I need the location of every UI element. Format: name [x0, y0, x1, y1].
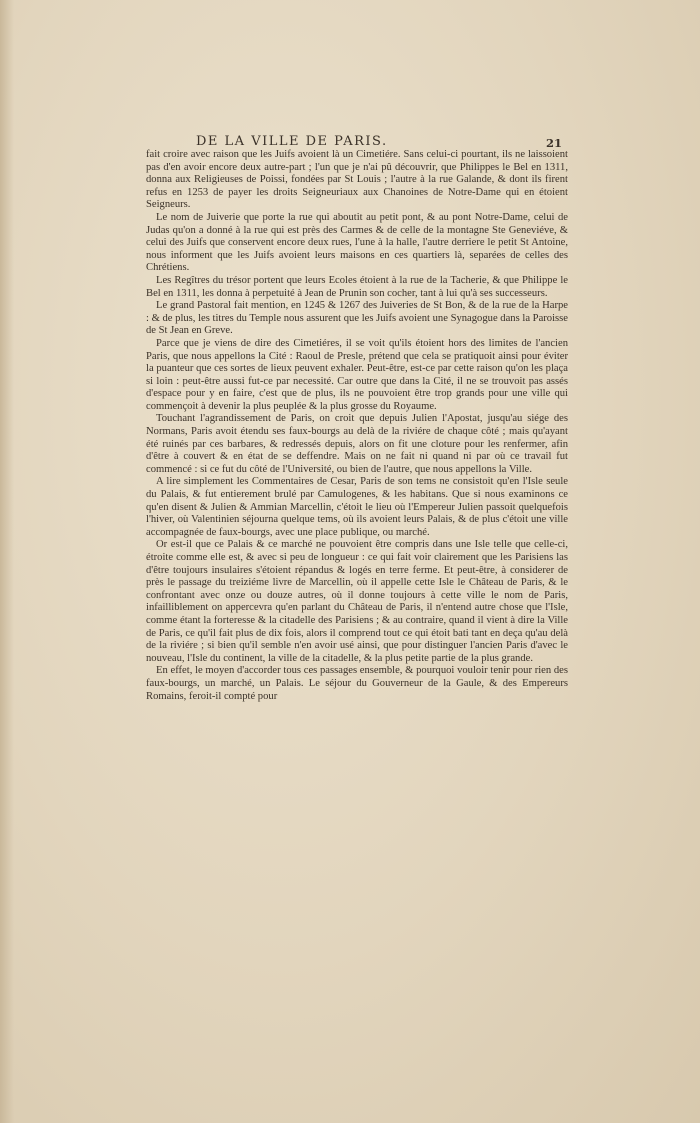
paragraph: En effet, le moyen d'accorder tous ces passages ensemble, & pourquoi vouloir tenir pour rien des faux-bourgs, un marché, un Palais. Le séjour du Gouverneur de la Gaule, & des Empereurs Romains, feroit-il compté pour [146, 665, 568, 702]
paragraph: Or est-il que ce Palais & ce marché ne pouvoient être compris dans une Isle telle que celle-ci, étroite comme elle est, & avec si peu de longueur : ce qui fait voir clairement que les Parisiens las d'être toujours insulaires s'étoient répandus & logés en terre ferme. Et peut-être, à considerer de près le passage du treiziéme livre de Marcellin, où il appelle cette Isle le Château de Paris, & le confrontant avec onze ou douze autres, où il donne toujours à cette ville le nom de Paris, infailliblement on appercevra qu'en parlant du Château de Paris, il n'entend autre chose que l'Isle, comme étant la forteresse & la citadelle des Parisiens ; & au contraire, quand il vient à dire la Ville de Paris, ce qu'il fait plus de dix fois, alors il comprend tout ce qui étoit bati tant en deça qu'au delà de la riviére ; si bien qu'il semble n'en avoir usé ainsi, que pour distinguer l'ancien Paris d'avec le nouveau, l'Isle du continent, la ville de la citadelle, & la plus petite partie de la plus grande. [146, 539, 568, 664]
paragraph: A lire simplement les Commentaires de Cesar, Paris de son tems ne consistoit qu'en l'Isle seule du Palais, & fut entierement brulé par Camulogenes, & les habitans. Que si nous examinons ce qu'en disent & Julien & Ammian Marcellin, c'étoit le lieu où l'Empereur Julien passoit quelquefois l'hiver, où Valentinien séjourna quelque tems, où ils avoient leurs Palais, & de plus c'étoit une ville accompagnée de faux-bourgs, avec une place publique, ou marché. [146, 476, 568, 538]
paragraph: Parce que je viens de dire des Cimetiéres, il se voit qu'ils étoient hors des limites de l'ancien Paris, que nous appellons la Cité : Raoul de Presle, prétend que cela se pratiquoit ainsi pour éviter la puanteur que ces sortes de lieux peuvent exhaler. Peut-être, est-ce par cette raison qu'on les plaça si loin : peut-être aussi fut-ce par necessité. Car outre que dans la Cité, il ne se trouvoit pas assés d'espace pour y en faire, c'est que de plus, ils ne pouvoient être trop grands pour une ville qui commençoit à devenir la plus peuplée & la plus grosse du Royaume. [146, 337, 568, 412]
paragraph: Touchant l'agrandissement de Paris, on croit que depuis Julien l'Apostat, jusqu'au siége des Normans, Paris avoit étendu ses faux-bourgs au delà de la riviére de chaque côté ; mais qu'ayant été ruinés par ces barbares, & redressés depuis, alors on fit une cloture pour les renfermer, afin d'être à couvert & en état de se deffendre. Mais on ne fait ni quand ni par où ce travail fut commencé : si ce fut du côté de l'Université, ou bien de l'autre, que nous appellons la Ville. [146, 413, 568, 475]
paragraph: fait croire avec raison que les Juifs avoient là un Cimetiére. Sans celui-ci pourtant, ils ne laissoient pas d'en avoir encore deux autre-part ; l'un que je n'ai pû découvrir, que Philippes le Bel en 1311, donna aux Religieuses de Poissi, fondées par St Louis ; l'autre à la rue Galande, & dont ils firent refus en 1253 de payer les droits Seigneuriaux aux Chanoines de Notre-Dame qui en étoient Seigneurs. [146, 149, 568, 211]
page-number: 21 [545, 136, 562, 150]
running-title: DE LA VILLE DE PARIS. [196, 134, 388, 149]
paragraph: Les Regîtres du trésor portent que leurs Ecoles étoient à la rue de la Tacherie, & que Philippe le Bel en 1311, les donna à perpetuité à Jean de Prunin son cocher, tant à lui qu'à ses successeurs. [146, 274, 568, 299]
body-text [146, 149, 568, 703]
paragraph: Le grand Pastoral fait mention, en 1245 & 1267 des Juiveries de St Bon, & de la rue de la Harpe : & de plus, les titres du Temple nous assurent que les Juifs avoient une Synagogue dans la Paroisse de St Jean en Greve. [146, 300, 568, 337]
page-edge-shadow [0, 0, 14, 1123]
paragraph: Le nom de Juiverie que porte la rue qui aboutit au petit pont, & au pont Notre-Dame, celui de Judas qu'on a donné à la rue qui est près des Carmes & de celle de la montagne Ste Geneviéve, & celui des Juifs que conservent encore deux rues, l'une à la halle, l'autre derriere le petit St Antoine, nous informent que les Juifs avoient leurs maisons en ces quartiers là, separées de celles des Chrétiens. [146, 211, 568, 274]
